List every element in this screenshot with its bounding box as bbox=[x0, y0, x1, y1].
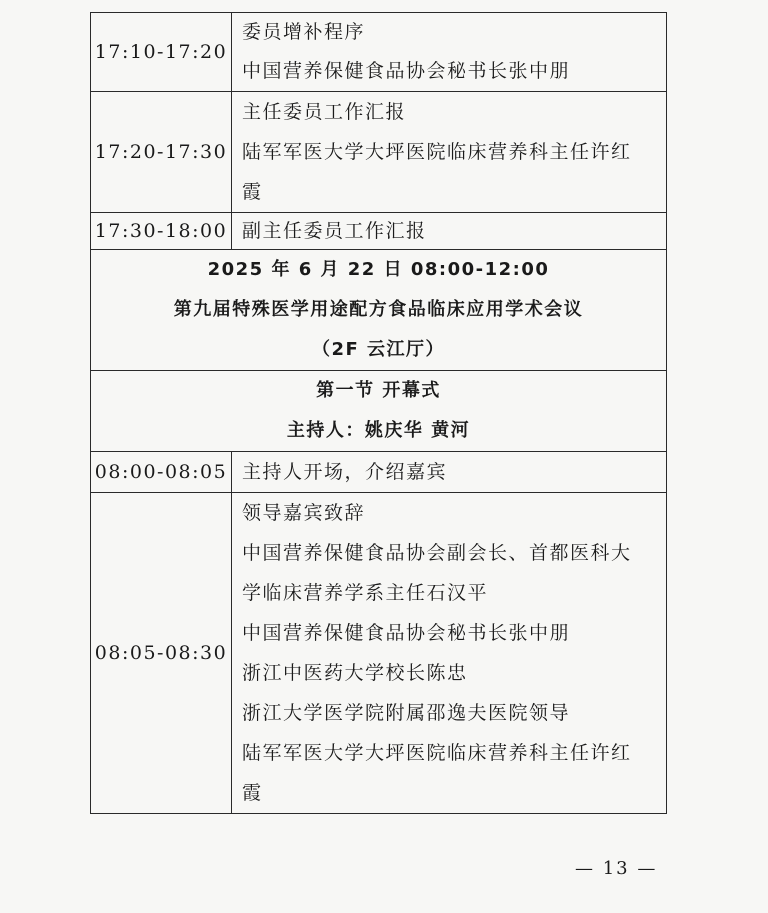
section-hosts: 主持人：姚庆华 黄河 bbox=[286, 420, 471, 441]
table-row bbox=[91, 13, 667, 92]
table-row bbox=[91, 92, 667, 213]
section-header-row bbox=[91, 371, 667, 452]
section-name: 第一节 开幕式 bbox=[316, 380, 441, 401]
session-header-row bbox=[91, 250, 667, 371]
content-cell bbox=[232, 493, 667, 814]
content-line: 主持人开场，介绍嘉宾 bbox=[242, 461, 448, 483]
content-cell bbox=[232, 13, 667, 92]
content-line: 中国营养保健食品协会秘书长张中朋 bbox=[242, 622, 571, 644]
table-row bbox=[91, 213, 667, 250]
content-line: 浙江大学医学院附属邵逸夫医院领导 bbox=[242, 702, 571, 724]
time-cell: 08:00-08:05 bbox=[91, 452, 232, 493]
content-cell bbox=[232, 213, 667, 250]
content-line: 领导嘉宾致辞 bbox=[242, 502, 366, 524]
content-line: 副主任委员工作汇报 bbox=[242, 220, 427, 242]
table-row bbox=[91, 493, 667, 814]
content-line: 中国营养保健食品协会秘书长张中朋 bbox=[242, 60, 571, 82]
content-line: 陆军军医大学大坪医院临床营养科主任许红 bbox=[242, 742, 632, 764]
content-line: 霞 bbox=[242, 181, 263, 203]
time-cell: 17:20-17:30 bbox=[91, 92, 232, 213]
content-line: 陆军军医大学大坪医院临床营养科主任许红 bbox=[242, 141, 632, 163]
content-line: 霞 bbox=[242, 782, 263, 804]
section-header bbox=[91, 371, 667, 452]
content-cell bbox=[232, 92, 667, 213]
page-number: — 13 — bbox=[575, 858, 658, 879]
session-header bbox=[91, 250, 667, 371]
content-line: 委员增补程序 bbox=[242, 21, 366, 43]
time-cell: 17:10-17:20 bbox=[91, 13, 232, 92]
session-date: 2025 年 6 月 22 日 08:00-12:00 bbox=[207, 259, 550, 280]
content-line: 浙江中医药大学校长陈忠 bbox=[242, 662, 468, 684]
content-cell bbox=[232, 452, 667, 493]
content-line: 主任委员工作汇报 bbox=[242, 101, 407, 123]
schedule-table bbox=[90, 12, 667, 814]
session-venue: （2F 云江厅） bbox=[311, 339, 446, 360]
content-line: 学临床营养学系主任石汉平 bbox=[242, 582, 489, 604]
table-row bbox=[91, 452, 667, 493]
session-title: 第九届特殊医学用途配方食品临床应用学术会议 bbox=[173, 299, 584, 320]
content-line: 中国营养保健食品协会副会长、首都医科大 bbox=[242, 542, 632, 564]
time-cell: 08:05-08:30 bbox=[91, 493, 232, 814]
time-cell: 17:30-18:00 bbox=[91, 213, 232, 250]
